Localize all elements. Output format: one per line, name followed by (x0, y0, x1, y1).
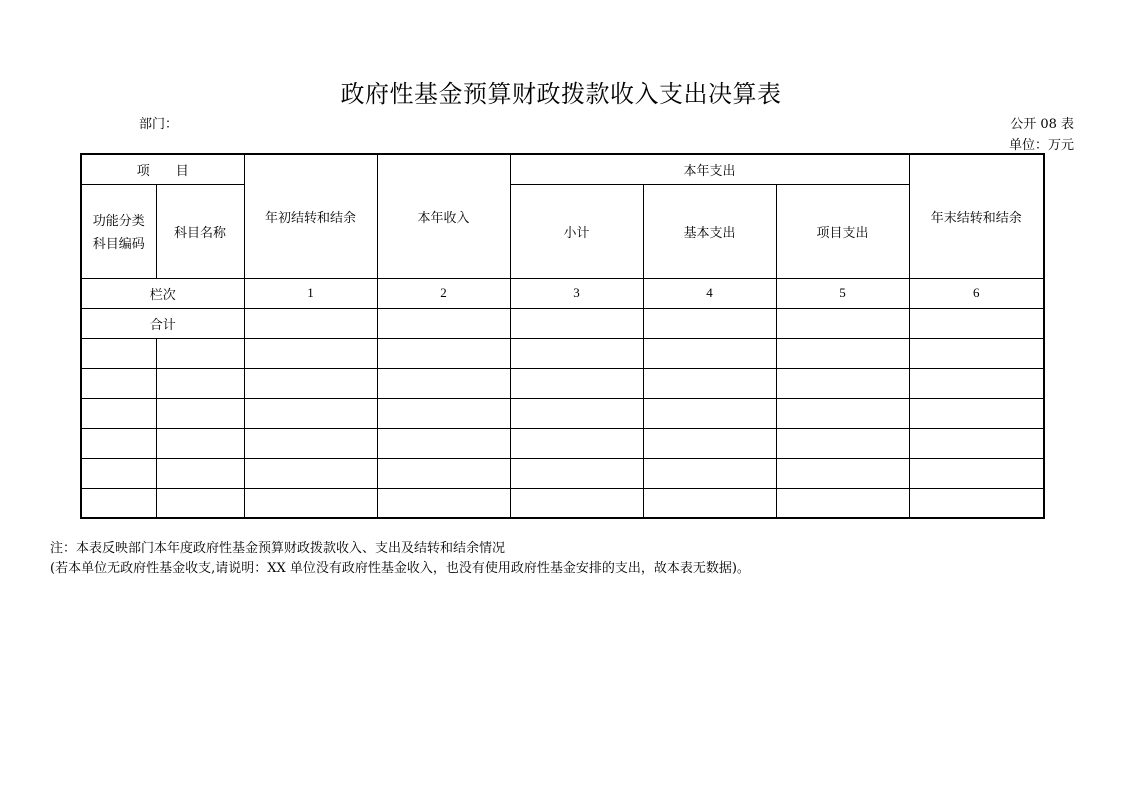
header-project-expense: 项目支出 (776, 184, 909, 278)
table-cell (909, 368, 1044, 398)
table-cell (81, 458, 156, 488)
table-cell (81, 398, 156, 428)
table-cell (776, 338, 909, 368)
column-index-2: 2 (377, 278, 510, 308)
table-cell (377, 398, 510, 428)
column-index-3: 3 (510, 278, 643, 308)
table-cell (776, 398, 909, 428)
table-cell (510, 428, 643, 458)
table-row (81, 368, 1044, 398)
table-cell (776, 458, 909, 488)
column-index-label: 栏次 (81, 278, 244, 308)
unit-label: 单位：万元 (1008, 138, 1074, 153)
column-index-row (81, 278, 1044, 308)
table-cell (377, 488, 510, 518)
table-cell (643, 488, 776, 518)
table-cell (244, 308, 377, 338)
table-cell (81, 488, 156, 518)
header-item-group: 项 目 (81, 154, 244, 184)
header-current-expense: 本年支出 (510, 154, 909, 184)
table-cell (377, 368, 510, 398)
table-cell (510, 488, 643, 518)
column-index-6: 6 (909, 278, 1044, 308)
table-cell (377, 338, 510, 368)
column-index-1: 1 (244, 278, 377, 308)
table-cell (156, 458, 244, 488)
table-cell (909, 308, 1044, 338)
table-row (81, 338, 1044, 368)
table-cell (776, 488, 909, 518)
table-cell (81, 428, 156, 458)
table-cell (643, 428, 776, 458)
table-cell (776, 428, 909, 458)
table-row (81, 488, 1044, 518)
header-subtotal: 小计 (510, 184, 643, 278)
table-cell (156, 338, 244, 368)
table-cell (81, 338, 156, 368)
table-cell (377, 428, 510, 458)
table-cell (510, 308, 643, 338)
table-row (81, 458, 1044, 488)
header-row-2 (81, 184, 1044, 278)
table-cell (643, 368, 776, 398)
table-cell (81, 368, 156, 398)
header-basic-expense: 基本支出 (643, 184, 776, 278)
header-current-income: 本年收入 (377, 154, 510, 278)
table-cell (510, 338, 643, 368)
department-label: 部门： (139, 117, 179, 132)
table-cell (244, 338, 377, 368)
table-cell (643, 308, 776, 338)
table-cell (156, 428, 244, 458)
table-cell (776, 308, 909, 338)
table-cell (909, 338, 1044, 368)
budget-table (80, 153, 1045, 519)
table-cell (156, 398, 244, 428)
header-function-code-line1: 功能分类 (92, 214, 145, 229)
table-cell (510, 458, 643, 488)
table-cell (643, 458, 776, 488)
header-begin-balance: 年初结转和结余 (244, 154, 377, 278)
table-cell (244, 368, 377, 398)
note-line-1: 注：本表反映部门本年度政府性基金预算财政拨款收入、支出及结转和结余情况 (50, 541, 506, 556)
table-cell (244, 398, 377, 428)
table-cell (510, 368, 643, 398)
table-cell (909, 458, 1044, 488)
table-cell (643, 338, 776, 368)
table-cell (377, 458, 510, 488)
table-cell (156, 488, 244, 518)
table-row (81, 398, 1044, 428)
column-index-4: 4 (643, 278, 776, 308)
table-cell (510, 398, 643, 428)
table-cell (776, 368, 909, 398)
column-index-5: 5 (776, 278, 909, 308)
table-cell (377, 308, 510, 338)
table-cell (909, 428, 1044, 458)
table-cell (643, 398, 776, 428)
table-cell (156, 368, 244, 398)
table-row (81, 428, 1044, 458)
table-cell (244, 428, 377, 458)
page-title: 政府性基金预算财政拨款收入支出决算表 (340, 80, 782, 108)
header-subject-name: 科目名称 (156, 184, 244, 278)
table-cell (909, 488, 1044, 518)
table-cell (909, 398, 1044, 428)
header-function-code-line2: 科目编码 (92, 237, 145, 252)
header-row-1 (81, 154, 1044, 184)
table-cell (244, 458, 377, 488)
table-cell (244, 488, 377, 518)
total-label: 合计 (81, 308, 244, 338)
total-row (81, 308, 1044, 338)
form-number: 公开 08 表 (1010, 117, 1074, 132)
header-end-balance: 年末结转和结余 (909, 154, 1044, 278)
note-line-2: (若本单位无政府性基金收支,请说明：XX 单位没有政府性基金收入，也没有使用政府性基金安排的支出，故本表无数据)。 (50, 561, 750, 576)
header-function-code (81, 184, 156, 278)
